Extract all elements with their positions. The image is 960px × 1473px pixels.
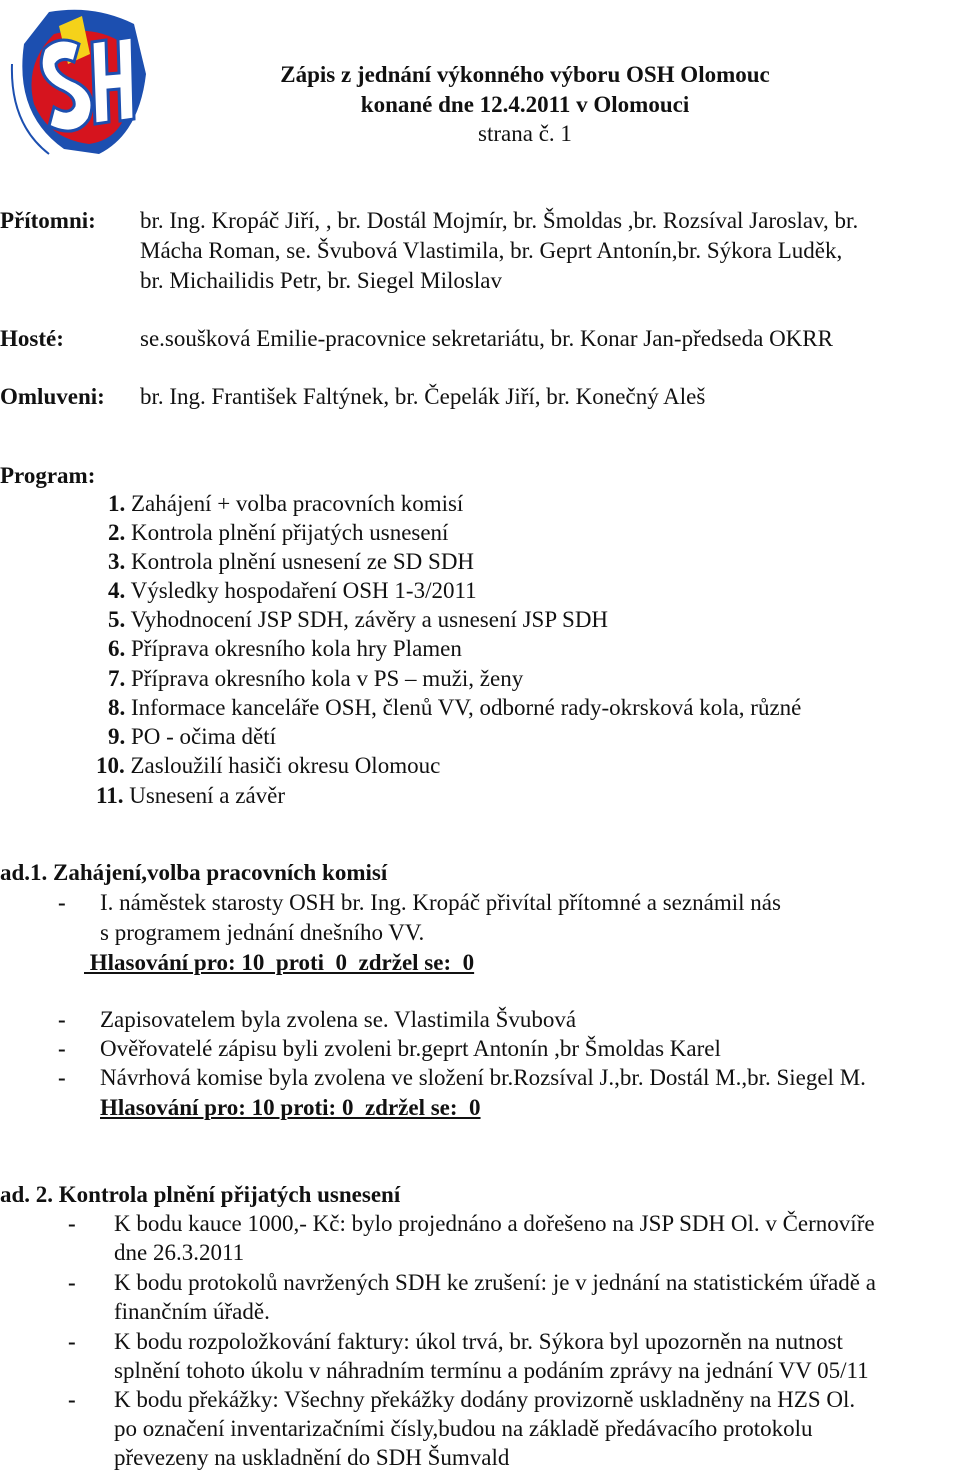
ad2-item-text: K bodu rozpoložkování faktury: úkol trvá, br. Sýkora byl upozorněn na nutnost (114, 1329, 843, 1354)
present-list (140, 206, 940, 296)
section-ad1-title: ad.1. Zahájení,volba pracovních komisí (0, 860, 388, 885)
bullet-dash: - (68, 1329, 76, 1354)
guests-list: se.soušková Emilie-pracovnice sekretariátu, br. Konar Jan-předseda OKRR (140, 326, 833, 351)
page-number: strana č. 1 (478, 121, 572, 146)
program-item: 5. Vyhodnocení JSP SDH, závěry a usnesení JSP SDH (108, 607, 609, 632)
bullet-dash: - (58, 1036, 66, 1061)
present-line: br. Ing. Kropáč Jiří, , br. Dostál Mojmír, br. Šmoldas ,br. Rozsíval Jaroslav, br. (140, 208, 859, 233)
bullet-dash: - (68, 1270, 76, 1295)
ad2-item-text: převezeny na uskladnění do SDH Šumvald (114, 1445, 510, 1470)
program-label: Program: (0, 463, 96, 488)
bullet-dash: - (58, 1007, 66, 1032)
program-item: 10. Zasloužilí hasiči okresu Olomouc (96, 753, 441, 778)
vote-result: Hlasování pro: 10 proti: 0 zdržel se: 0 (100, 1095, 481, 1120)
program-item: 11. Usnesení a závěr (96, 783, 286, 808)
ad2-item-text: K bodu kauce 1000,- Kč: bylo projednáno a dořešeno na JSP SDH Ol. v Černovíře (114, 1211, 875, 1236)
program-item: 2. Kontrola plnění přijatých usnesení (108, 520, 449, 545)
program-item: 8. Informace kanceláře OSH, členů VV, odborné rady-okrsková kola, různé (108, 695, 802, 720)
present-line: Mácha Roman, se. Švubová Vlastimila, br. Geprt Antonín,br. Sýkora Luděk, (140, 238, 843, 263)
ad1-item-text: I. náměstek starosty OSH br. Ing. Kropáč přivítal přítomné a seznámil nás (100, 890, 781, 915)
ad2-item-text: finančním úřadě. (114, 1299, 270, 1324)
program-item: 1. Zahájení + volba pracovních komisí (108, 491, 464, 516)
program-item: 6. Příprava okresního kola hry Plamen (108, 636, 462, 661)
program-item: 4. Výsledky hospodaření OSH 1-3/2011 (108, 578, 477, 603)
ad1-item-text: Návrhová komise byla zvolena ve složení br.Rozsíval J.,br. Dostál M.,br. Siegel M. (100, 1065, 866, 1090)
ad1-item-text: Ověřovatelé zápisu byli zvoleni br.geprt Antonín ,br Šmoldas Karel (100, 1036, 721, 1061)
ad2-item-text: po označení inventarizačními čísly,budou na základě předávacího protokolu (114, 1416, 813, 1441)
program-item: 3. Kontrola plnění usnesení ze SD SDH (108, 549, 475, 574)
program-item: 7. Příprava okresního kola v PS – muži, ženy (108, 666, 524, 691)
meeting-date: konané dne 12.4.2011 v Olomouci (360, 92, 690, 117)
excused-list: br. Ing. František Faltýnek, br. Čepelák Jiří, br. Konečný Aleš (140, 384, 706, 409)
bullet-dash: - (68, 1211, 76, 1236)
ad2-item-text: K bodu protokolů navržených SDH ke zrušení: je v jednání na statistickém úřadě a (114, 1270, 876, 1295)
present-line: br. Michailidis Petr, br. Siegel Miloslav (140, 268, 502, 293)
guests-label: Hosté: (0, 326, 64, 351)
section-ad2-title: ad. 2. Kontrola plnění přijatých usnesení (0, 1182, 401, 1207)
ad2-item-text: K bodu překážky: Všechny překážky dodány provizorně uskladněny na HZS Ol. (114, 1387, 856, 1412)
ad2-item-text: dne 26.3.2011 (114, 1240, 245, 1265)
vote-result: Hlasování pro: 10 proti 0 zdržel se: 0 (84, 950, 475, 975)
ad1-item-text: s programem jednání dnešního VV. (100, 920, 425, 945)
program-item: 9. PO - očima dětí (108, 724, 276, 749)
present-label: Přítomni: (0, 208, 96, 233)
ad2-item-text: splnění tohoto úkolu v náhradním termínu a podáním zprávy na jednání VV 05/11 (114, 1358, 869, 1383)
ad1-item-text: Zapisovatelem byla zvolena se. Vlastimila Švubová (100, 1007, 577, 1032)
bullet-dash: - (68, 1387, 76, 1412)
document-title: Zápis z jednání výkonného výboru OSH Olomouc (280, 62, 770, 87)
bullet-dash: - (58, 890, 66, 915)
excused-label: Omluveni: (0, 384, 105, 409)
bullet-dash: - (58, 1065, 66, 1090)
